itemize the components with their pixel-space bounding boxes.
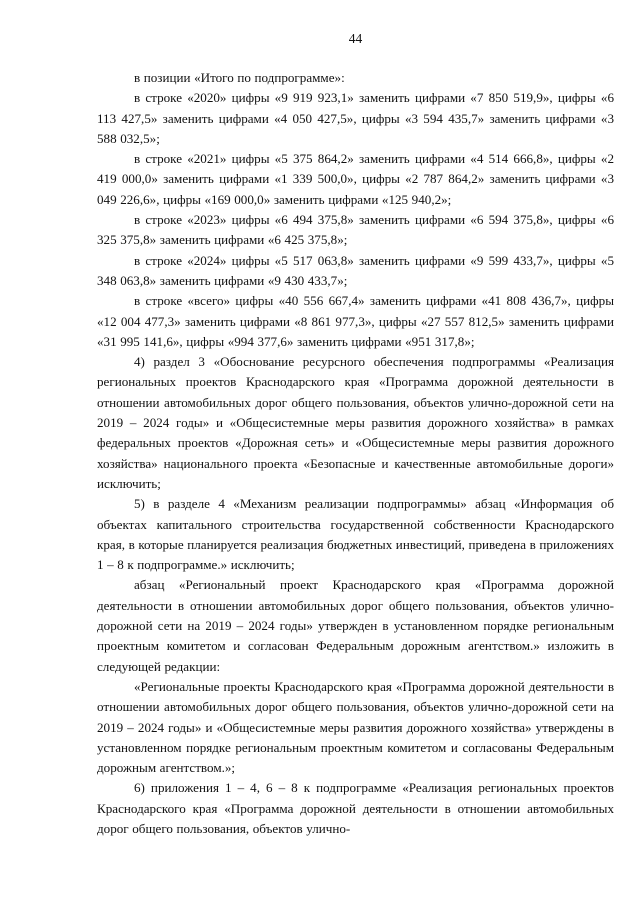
paragraph: 6) приложения 1 – 4, 6 – 8 к подпрограмме «Реализация региональных проектов Краснодарского края «Программа дорожной деятельности в отношении автомобильных дорог общего пользования, объектов улично- [97,780,614,836]
paragraph: в строке «2021» цифры «5 375 864,2» заменить цифрами «4 514 666,8», цифры «2 419 000,0» заменить цифрами «1 339 500,0», цифры «2 787 864,2» заменить цифрами «3 049 226,6», цифры «169 000,0» заменить цифрами «125 940,2»; [97,151,614,207]
paragraph: в строке «2023» цифры «6 494 375,8» заменить цифрами «6 594 375,8», цифры «6 325 375,8» заменить цифрами «6 425 375,8»; [97,212,614,248]
paragraph: в строке «2024» цифры «5 517 063,8» заменить цифрами «9 599 433,7», цифры «5 348 063,8» заменить цифрами «9 430 433,7»; [97,252,614,288]
paragraph: в строке «2020» цифры «9 919 923,1» заменить цифрами «7 850 519,9», цифры «6 113 427,5» заменить цифрами «4 050 427,5», цифры «3 594 435,7» заменить цифрами «3 588 032,5»; [97,90,614,146]
paragraph: абзац «Региональный проект Краснодарского края «Программа дорожной деятельности в отношении автомобильных дорог общего пользования, объектов улично-дорожной сети на 2019 – 2024 годы» утвержден в установленном порядке региональным проектным комитетом и согласован Федеральным дорожным агентством.» изложить в следующей редакции: [97,577,614,674]
paragraph: 4) раздел 3 «Обоснование ресурсного обеспечения подпрограммы «Реализация региональных проектов Краснодарского края «Программа дорожной деятельности в отношении автомобильных дорог общего пользования, объектов улично-дорожной сети на 2019 – 2024 годы» и «Общесистемные меры развития дорожного хозяйства» в рамках федеральных проектов «Дорожная сеть» и «Общесистемные меры развития дорожного хозяйства» национального проекта «Безопасные и качественные автомобильные дороги» исключить; [97,354,614,491]
paragraph: в строке «всего» цифры «40 556 667,4» заменить цифрами «41 808 436,7», цифры «12 004 477,3» заменить цифрами «8 861 977,3», цифры «27 557 812,5» заменить цифрами «31 995 141,6», цифры «994 377,6» заменить цифрами «951 317,8»; [97,293,614,349]
page-number: 44 [348,31,363,46]
paragraph: 5) в разделе 4 «Механизм реализации подпрограммы» абзац «Информация об объектах капитального строительства государственной собственности Краснодарского края, в которые планируется реализация бюджетных инвестиций, приведена в приложениях 1 – 8 к подпрограмме.» исключить; [97,496,614,573]
paragraph: «Региональные проекты Краснодарского края «Программа дорожной деятельности в отношении автомобильных дорог общего пользования, объектов улично-дорожной сети на 2019 – 2024 годы» и «Общесистемные меры развития дорожного хозяйства» утверждены в установленном порядке региональным проектным комитетом и согласованы Федеральным дорожным агентством.»; [97,678,614,776]
paragraph: в позиции «Итого по подпрограмме»: [134,70,345,85]
